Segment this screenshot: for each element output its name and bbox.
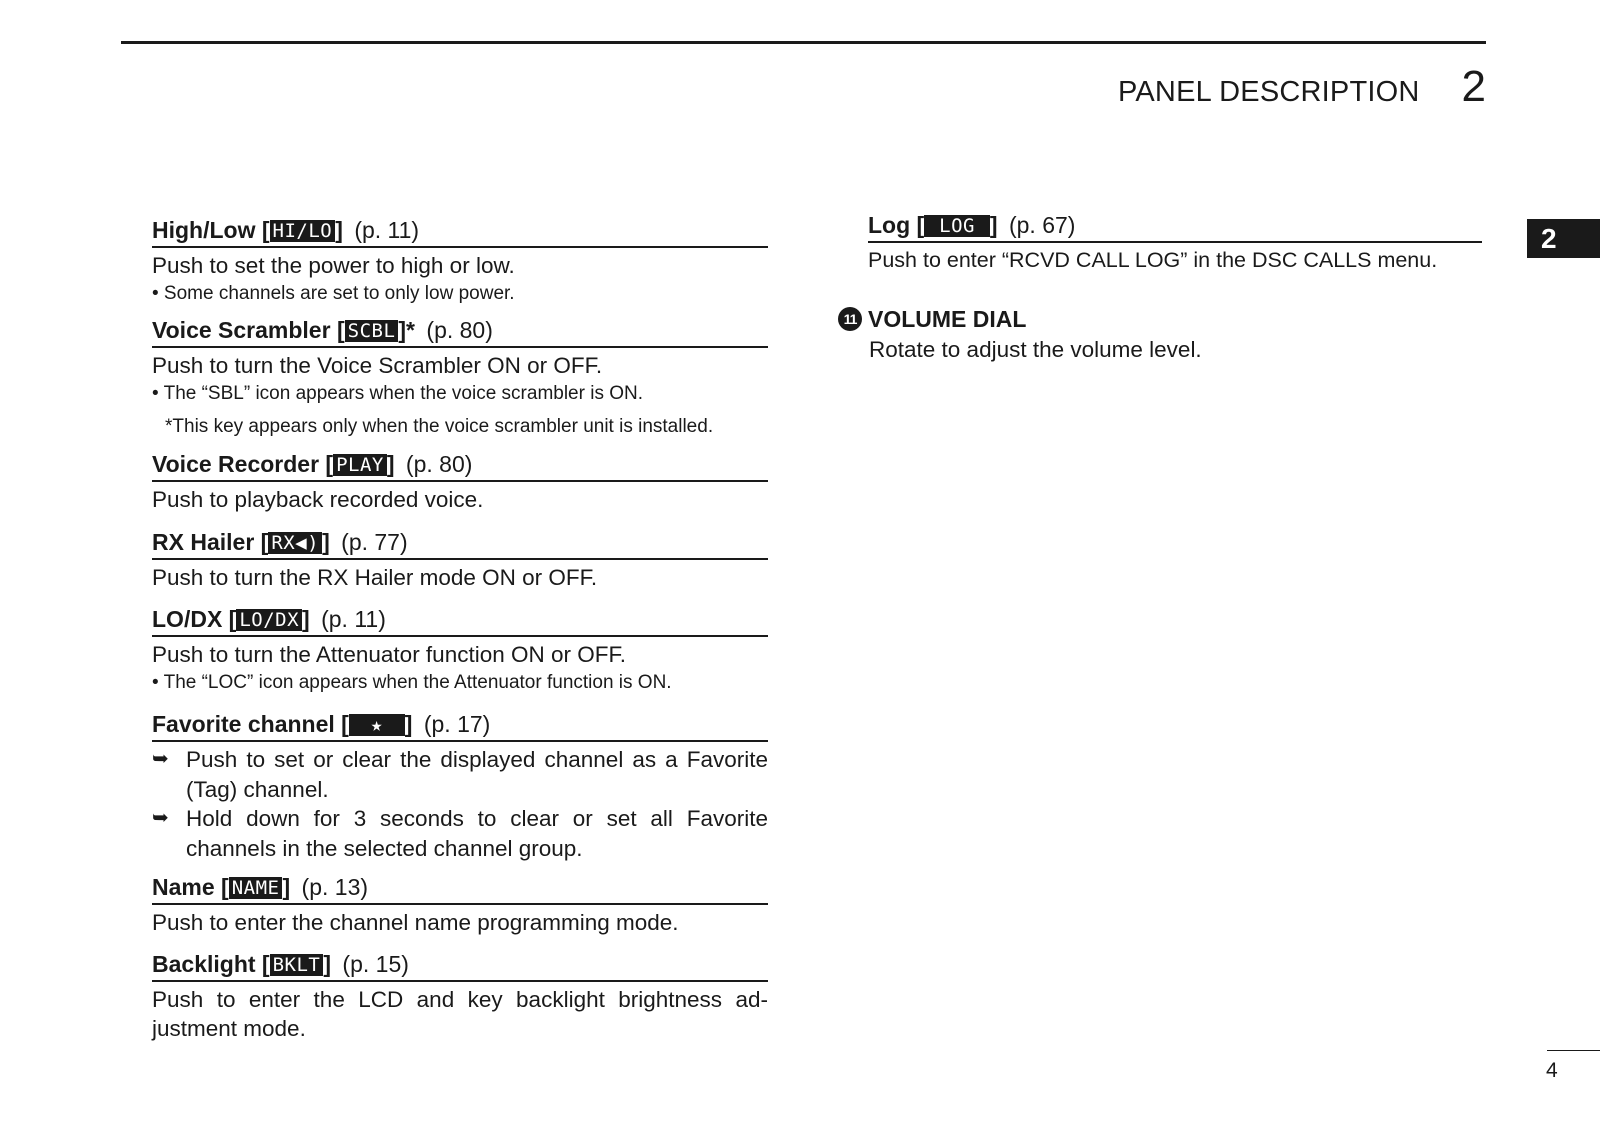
entry-description: Push to enter the channel name programming mode. (152, 910, 679, 935)
page-ref: (p. 11) (354, 217, 420, 243)
entry-heading: Backlight [ BKLT ] (p. 15) (152, 950, 768, 982)
page-ref: (p. 80) (426, 317, 493, 343)
page-ref: (p. 15) (342, 951, 409, 977)
volume-dial-section (838, 304, 1202, 364)
page-header (1118, 62, 1486, 112)
entry-favorite-channel (152, 710, 768, 863)
entry-bullet: • The “LOC” icon appears when the Attenuator function is ON. (152, 672, 672, 693)
entry-heading: Voice Scrambler [ SCBL ]* (p. 80) (152, 316, 768, 348)
entry-name (152, 873, 768, 937)
chapter-number: 2 (1461, 62, 1486, 111)
page-ref: (p. 17) (423, 711, 491, 737)
page-number: 4 (1546, 1059, 1558, 1082)
entry-description: Push to turn the Attenuator function ON or OFF. (152, 642, 626, 667)
key-label: PLAY (333, 454, 387, 476)
entry-backlight (152, 950, 768, 1043)
arrow-icon: ➥ (152, 807, 169, 829)
list-item: ➥ Push to set or clear the displayed channel as a Favorite (Tag) channel. (152, 745, 768, 804)
page-ref: (p. 80) (405, 451, 473, 477)
volume-dial-heading (838, 304, 1202, 334)
entry-heading: Voice Recorder [ PLAY ] (p. 80) (152, 450, 768, 482)
entry-description: Push to turn the RX Hailer mode ON or OFF. (152, 565, 598, 590)
entry-lo-dx (152, 605, 768, 696)
entry-description: Push to set the power to high or low. (152, 253, 515, 278)
entry-heading: Name [ NAME ] (p. 13) (152, 873, 768, 905)
page-ref: (p. 77) (341, 529, 408, 555)
entry-heading: Log [ LOG ] (p. 67) (868, 211, 1482, 243)
entry-note: *This key appears only when the voice scrambler unit is installed. (165, 416, 714, 437)
section-title: PANEL DESCRIPTION (1118, 76, 1420, 108)
arrow-icon: ➥ (152, 748, 169, 770)
entry-description: Push to playback recorded voice. (152, 487, 484, 512)
entry-description: Push to turn the Voice Scrambler ON or OFF. (152, 353, 603, 378)
key-label: LOG (924, 215, 990, 237)
key-label: BKLT (270, 954, 324, 976)
entry-log (868, 211, 1482, 275)
entry-voice-recorder (152, 450, 768, 514)
key-label: SCBL (345, 320, 399, 342)
page-ref: (p. 11) (321, 606, 386, 632)
entry-bullet: • Some channels are set to only low power. (152, 283, 515, 304)
star-key-icon: ★ (349, 714, 405, 736)
key-label: NAME (229, 877, 283, 899)
volume-dial-description: Rotate to adjust the volume level. (869, 337, 1202, 362)
list-item: ➥ Hold down for 3 seconds to clear or set all Favorite channels in the selected channel group. (152, 804, 768, 863)
entry-voice-scrambler (152, 316, 768, 440)
page-ref: (p. 67) (1008, 212, 1076, 238)
entry-heading: RX Hailer [ RX◀) ] (p. 77) (152, 528, 768, 560)
page-ref: (p. 13) (301, 874, 369, 900)
entry-description: Push to enter “RCVD CALL LOG” in the DSC CALLS menu. (868, 248, 1438, 272)
top-rule (121, 41, 1486, 44)
key-label: RX◀) (268, 532, 322, 554)
entry-description: Push to enter the LCD and key backlight brightness ad-justment mode. (152, 987, 768, 1041)
page-number-rule (1547, 1050, 1600, 1051)
entry-bullet: • The “SBL” icon appears when the voice scrambler is ON. (152, 383, 644, 404)
key-label: LO/DX (236, 609, 302, 631)
entry-high-low (152, 216, 768, 307)
entry-heading: Favorite channel [ ★ ] (p. 17) (152, 710, 768, 742)
volume-dial-title: VOLUME DIAL (868, 306, 1027, 332)
entry-rx-hailer (152, 528, 768, 592)
key-label: HI/LO (270, 220, 336, 242)
chapter-tab: 2 (1527, 219, 1600, 258)
item-number-badge: 11 (838, 307, 862, 331)
entry-heading: High/Low [ HI/LO ] (p. 11) (152, 216, 768, 248)
entry-heading: LO/DX [ LO/DX ] (p. 11) (152, 605, 768, 637)
